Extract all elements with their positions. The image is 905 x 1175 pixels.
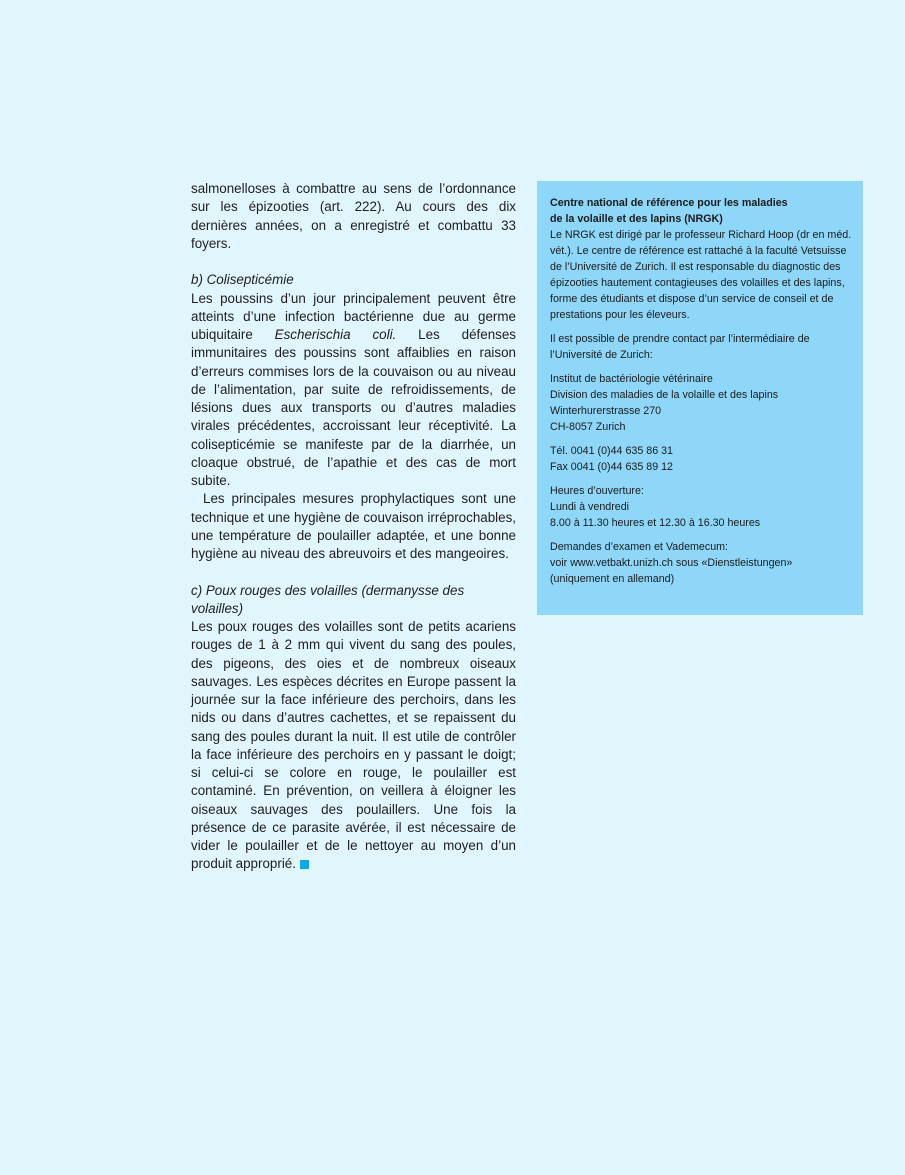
requests-link-line: voir www.vetbakt.unizh.ch sous «Dienstleistungen»: [550, 557, 793, 569]
info-box-intro: Le NRGK est dirigé par le professeur Richard Hoop (dr en méd. vét.). Le centre de référence est rattaché à la faculté Vetsuisse de l’Université de Zurich. Il est responsable du diagnostic des épizooties hautement contagieuses des volailles et des lapins, forme des étudiants et dispose d’un service de conseil et de prestations pour les éleveurs.: [550, 229, 852, 321]
end-of-article-square-icon: [300, 860, 309, 869]
address-line: Division des maladies de la volaille et des lapins: [550, 389, 779, 401]
hours-times: 8.00 à 11.30 heures et 12.30 à 16.30 heures: [550, 517, 761, 529]
requests-label: Demandes d’examen et Vademecum:: [550, 541, 729, 553]
address-line: Winterhurerstrasse 270: [550, 405, 662, 417]
info-box-contact-intro: Il est possible de prendre contact par l’intermédiaire de l’Université de Zurich:: [550, 333, 810, 361]
hours-days: Lundi à vendredi: [550, 501, 630, 513]
nrgk-info-box: [537, 181, 863, 615]
article-column: [191, 180, 516, 874]
paragraph-prophylaxie: Les principales mesures prophylactiques sont une technique et une hygiène de couvaison irréprochables, une température de poulailler adaptée, et une bonne hygiène au niveau des abreuvoirs et des mangeoires.: [191, 491, 516, 561]
info-box-requests: [550, 539, 853, 587]
paragraph-poux-rouges: Les poux rouges des volailles sont de petits acariens rouges de 1 à 2 mm qui vivent du sang des poules, des pigeons, des oies et de nombreux oiseaux sauvages. Les espèces décrites en Europe passent la journée sur la face inférieure des perchoirs, dans les nids ou dans d’autres cachettes, et se repaissent du sang des poules durant la nuit. Il est utile de contrôler la face inférieure des perchoirs en y passant le doigt; si celui-ci se colore en rouge, le poulailler est contaminé. En prévention, on veillera à éloigner les oiseaux sauvages des poulaillers. Une fois la présence de ce parasite avérée, il est nécessaire de vider le poulailler et de le nettoyer au moyen d’un produit approprié.: [191, 619, 516, 872]
paragraph-salmonelloses: salmonelloses à combattre au sens de l’ordonnance sur les épizooties (art. 222). Au cours des dix dernières années, on a enregistré et combattu 33 foyers.: [191, 181, 516, 251]
paragraph-colisepticemie: Les poussins d’un jour principalement peuvent être atteints d’une infection bactérienne due au germe ubiquitaire Escherischia coli. Les défenses immunitaires des poussins sont affaiblies en raison d’erreurs commises lors de la couvaison ou au niveau de l’alimentation, par suite de refroidissements, de lésions dues aux transports ou d’autres maladies virales précédentes, accroissant leur réceptivité. La colisepticémie se manifeste par de la diarrhée, un cloaque obstrué, de l’apathie et des cas de mort subite.: [191, 290, 516, 488]
info-box-phone-fax: [550, 443, 853, 475]
address-line: Institut de bactériologie vétérinaire: [550, 373, 713, 385]
heading-colisepticemie: b) Colisepticémie: [191, 272, 294, 288]
phone-number: Tél. 0041 (0)44 635 86 31: [550, 445, 673, 457]
heading-poux-rouges: c) Poux rouges des volailles (dermanysse des volailles): [191, 582, 465, 616]
fax-number: Fax 0041 (0)44 635 89 12: [550, 461, 673, 473]
info-box-address: [550, 371, 853, 435]
address-line: CH-8057 Zurich: [550, 421, 626, 433]
info-box-hours: [550, 483, 853, 531]
hours-label: Heures d’ouverture:: [550, 485, 644, 497]
requests-note: (uniquement en allemand): [550, 573, 675, 585]
info-box-title: Centre national de référence pour les maladies de la volaille et des lapins (NRGK): [550, 197, 788, 225]
